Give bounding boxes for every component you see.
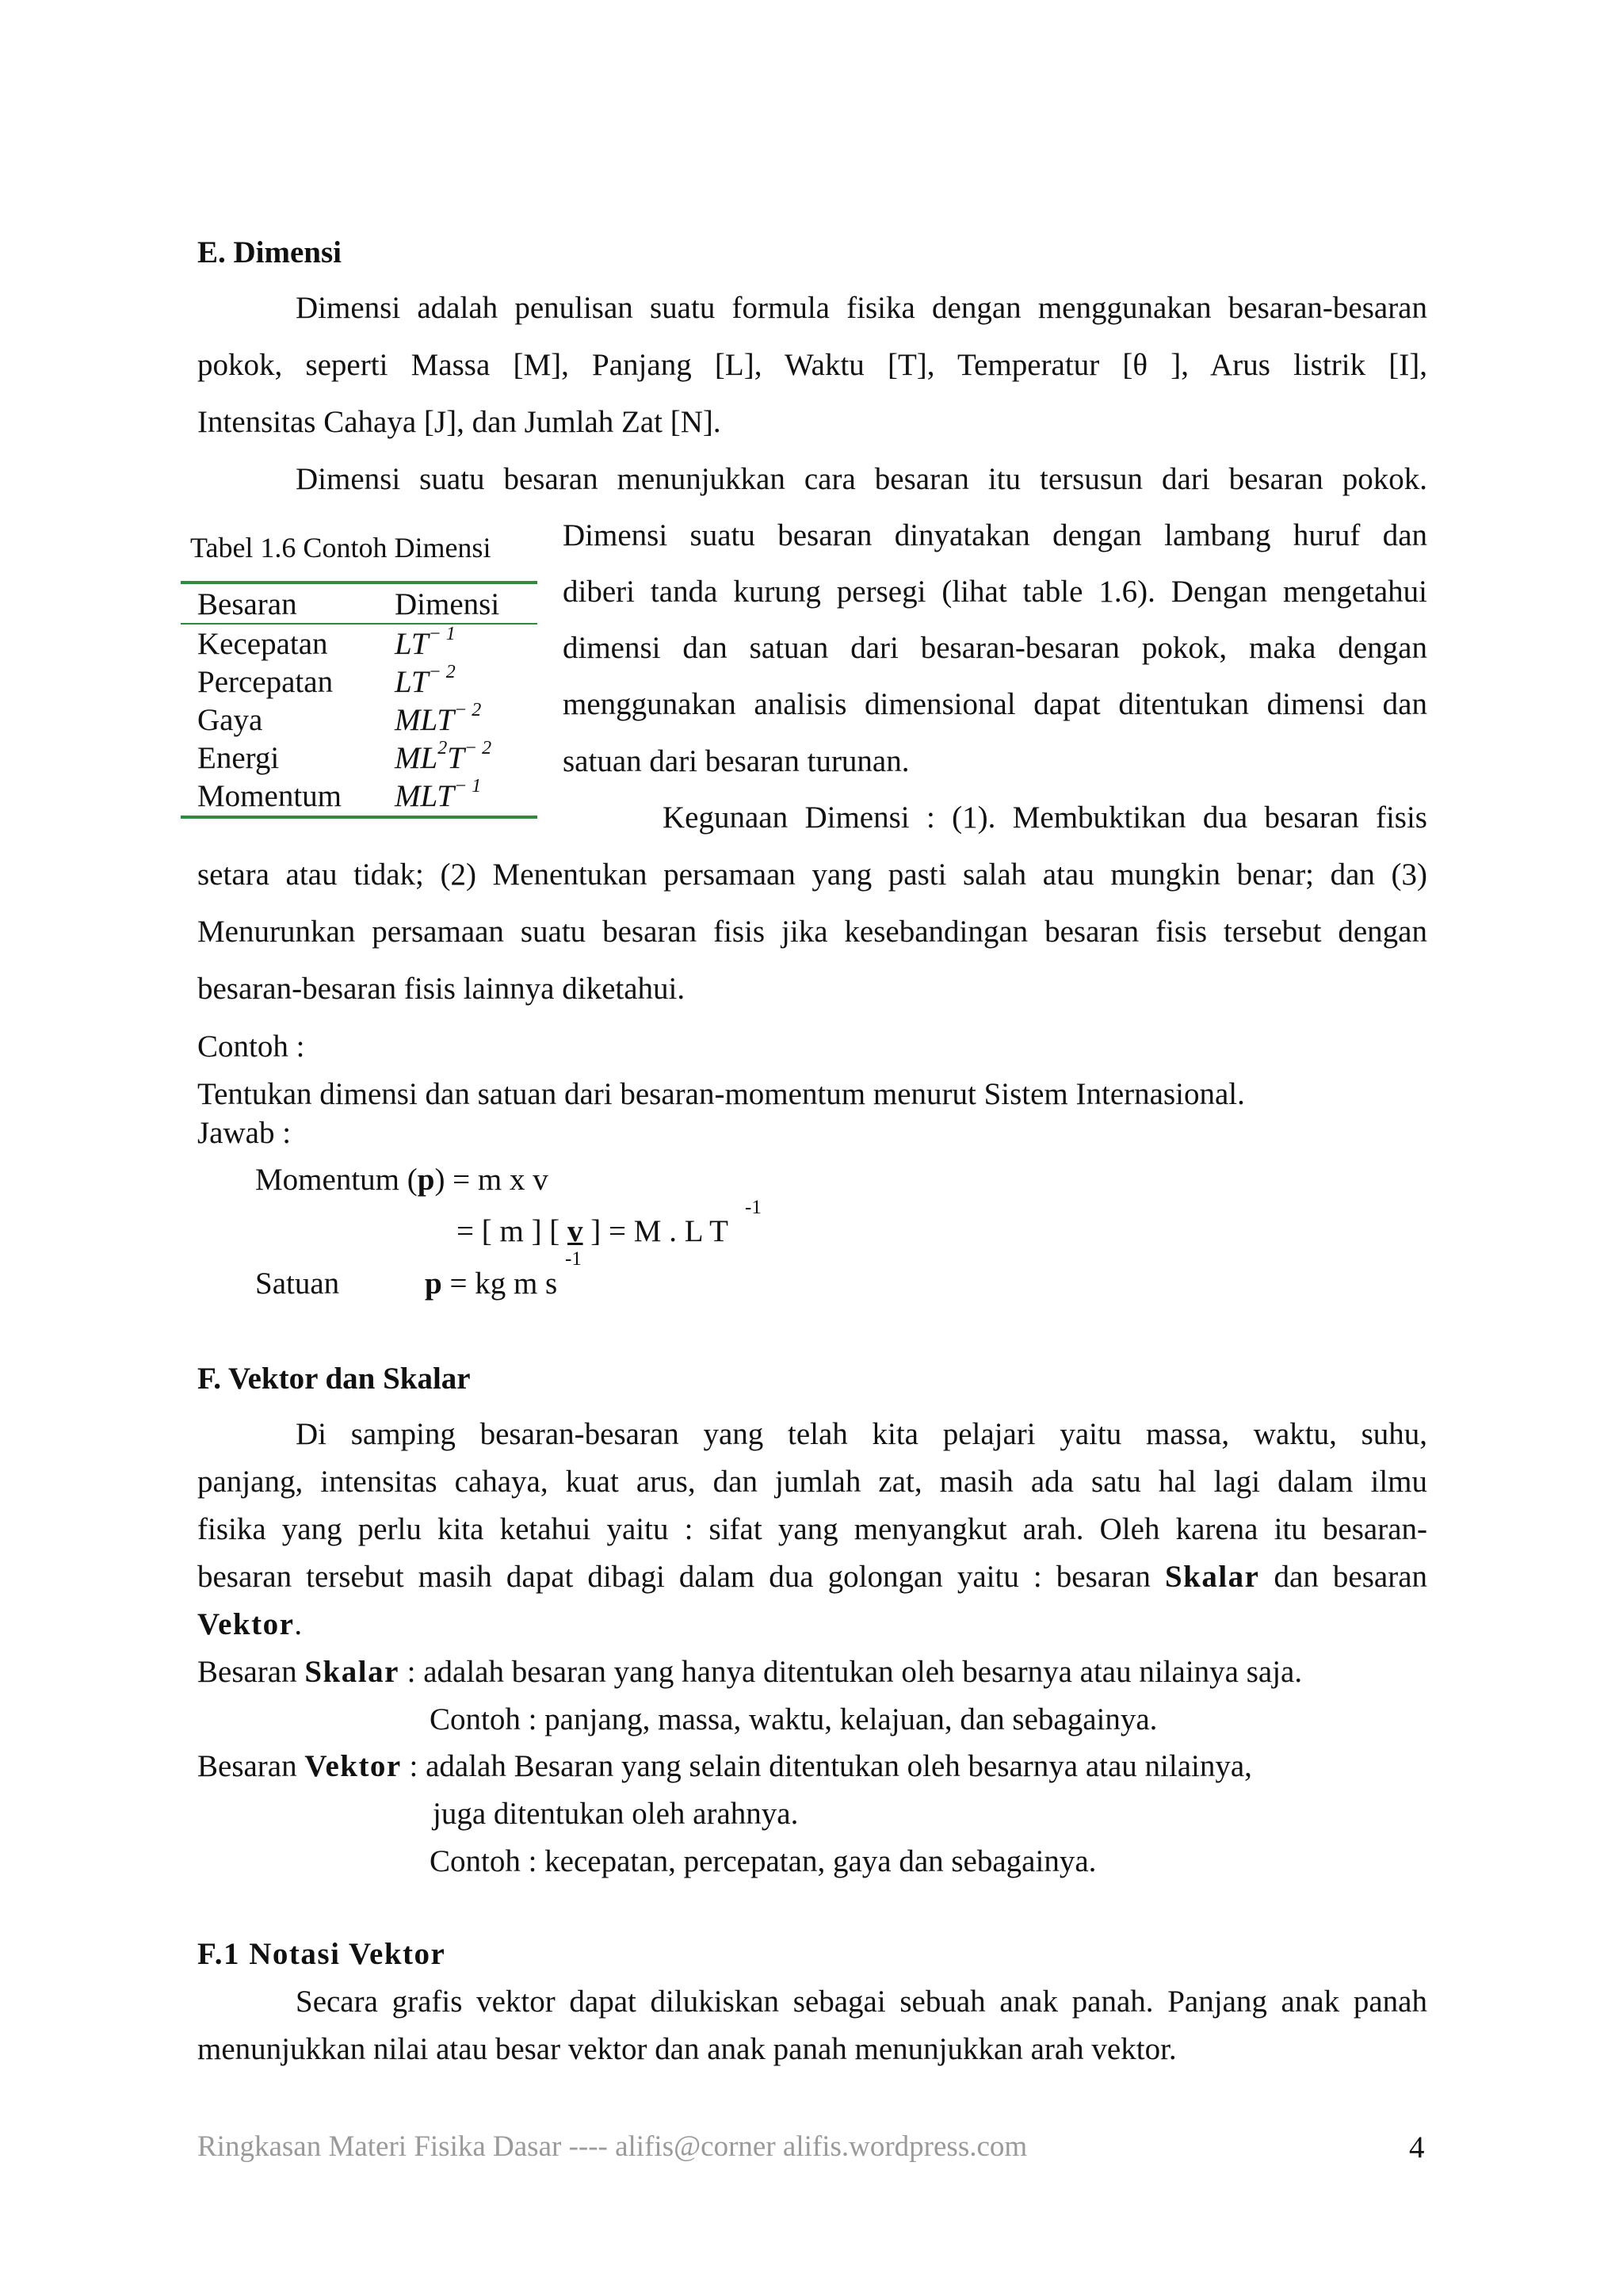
section-e-p3-line1: Kegunaan Dimensi : (1). Membuktikan dua besaran fisis [663,800,1427,835]
section-f-heading: F. Vektor dan Skalar [197,1362,471,1396]
page-number: 4 [1409,2130,1425,2164]
section-e-p2-line1: Dimensi suatu besaran menunjukkan cara besaran itu tersusun dari besaran pokok. [296,462,1427,496]
section-e-p2-line4: dimensi dan satuan dari besaran-besaran pokok, maka dengan [563,631,1427,665]
example-line2-superscript: -1 [745,1197,762,1218]
table-dim-kecepatan: $LT^{- 1}$ [395,624,456,661]
section-f-p1-line4: besaran tersebut masih dapat dibagi dalam dua golongan yaitu : besaran Skalar dan besaran [197,1560,1428,1594]
table-row: Energi [197,741,280,775]
table-row: Momentum [197,779,342,813]
table-header-besaran: Besaran [197,587,297,621]
section-e-p2-line2: Dimensi suatu besaran dinyatakan dengan lambang huruf dan [563,518,1427,552]
section-e-p3-line4: besaran-besaran fisis lainnya diketahui. [197,972,685,1006]
section-e-p1-line1: Dimensi adalah penulisan suatu formula fisika dengan menggunakan besaran-besaran [296,291,1427,325]
section-e-p2-line6: satuan dari besaran turunan. [563,744,910,778]
example-line1: Momentum (p) = m x v [255,1163,548,1197]
section-e-heading: E. Dimensi [197,235,342,269]
table-caption: Tabel 1.6 Contoh Dimensi [190,532,491,563]
table-row: Gaya [197,703,263,737]
table-bottom-rule [181,816,537,819]
section-f-p1-line5: Vektor. [197,1607,303,1641]
section-e-p3-line2: setara atau tidak; (2) Menentukan persamaan yang pasti salah atau mungkin benar; dan (3) [197,858,1427,892]
satuan-value: p = kg m s [425,1266,558,1301]
section-f1-line2: menunjukkan nilai atau besar vektor dan anak panah menunjukkan arah vektor. [197,2032,1177,2066]
example-question: Tentukan dimensi dan satuan dari besaran-momentum menurut Sistem Internasional. [197,1077,1245,1111]
table-row: Kecepatan [197,627,328,661]
table-dim-gaya: $MLT^{- 2}$ [395,700,482,737]
vektor-definition-cont: juga ditentukan oleh arahnya. [433,1797,799,1831]
satuan-superscript: -1 [565,1248,582,1270]
vektor-example: Contoh : kecepatan, percepatan, gaya dan sebagainya. [430,1844,1097,1878]
section-e-p2-line5: menggunakan analisis dimensional dapat ditentukan dimensi dan [563,687,1427,721]
section-e-p1-line3: Intensitas Cahaya [J], dan Jumlah Zat [N]. [197,405,721,439]
section-e-p2-line3: diberi tanda kurung persegi (lihat table 1.6). Dengan mengetahui [563,575,1427,609]
example-label: Contoh : [197,1030,305,1064]
section-f-p1-line2: panjang, intensitas cahaya, kuat arus, dan jumlah zat, masih ada satu hal lagi dalam ilmu [197,1465,1427,1499]
table-dim-momentum: $MLT^{- 1}$ [395,776,482,813]
table-header-rule [181,623,537,625]
section-f-p1-line3: fisika yang perlu kita ketahui yaitu : sifat yang menyangkut arah. Oleh karena itu besaran- [197,1512,1427,1546]
example-line2: = [ m ] [ v ] = M . L T [456,1214,728,1248]
section-f1-line1: Secara grafis vektor dapat dilukiskan sebagai sebuah anak panah. Panjang anak panah [296,1985,1427,2019]
table-dim-percepatan: $LT^{- 2}$ [395,662,456,699]
example-answer-label: Jawab : [197,1116,292,1150]
section-f1-heading: F.1 Notasi Vektor [197,1937,446,1971]
satuan-label: Satuan [255,1266,340,1301]
table-header-dimensi: Dimensi [395,587,500,621]
footer-text: Ringkasan Materi Fisika Dasar ---- alifis@corner alifis.wordpress.com [197,2130,1028,2163]
section-f-p1-line1: Di samping besaran-besaran yang telah kita pelajari yaitu massa, waktu, suhu, [296,1417,1427,1451]
section-e-p1-line2: pokok, seperti Massa [M], Panjang [L], Waktu [T], Temperatur [θ ], Arus listrik [I], [197,348,1427,382]
table-row: Percepatan [197,665,334,699]
table-dim-energi: $ML^2T^{- 2}$ [395,738,492,775]
vektor-definition: Besaran Vektor : adalah Besaran yang selain ditentukan oleh besarnya atau nilainya, [197,1749,1252,1783]
table-top-rule [181,581,537,584]
skalar-definition: Besaran Skalar : adalah besaran yang hanya ditentukan oleh besarnya atau nilainya saja. [197,1655,1303,1689]
section-e-p3-line3: Menurunkan persamaan suatu besaran fisis jika kesebandingan besaran fisis tersebut dengan [197,915,1427,949]
skalar-example: Contoh : panjang, massa, waktu, kelajuan, dan sebagainya. [430,1702,1158,1736]
